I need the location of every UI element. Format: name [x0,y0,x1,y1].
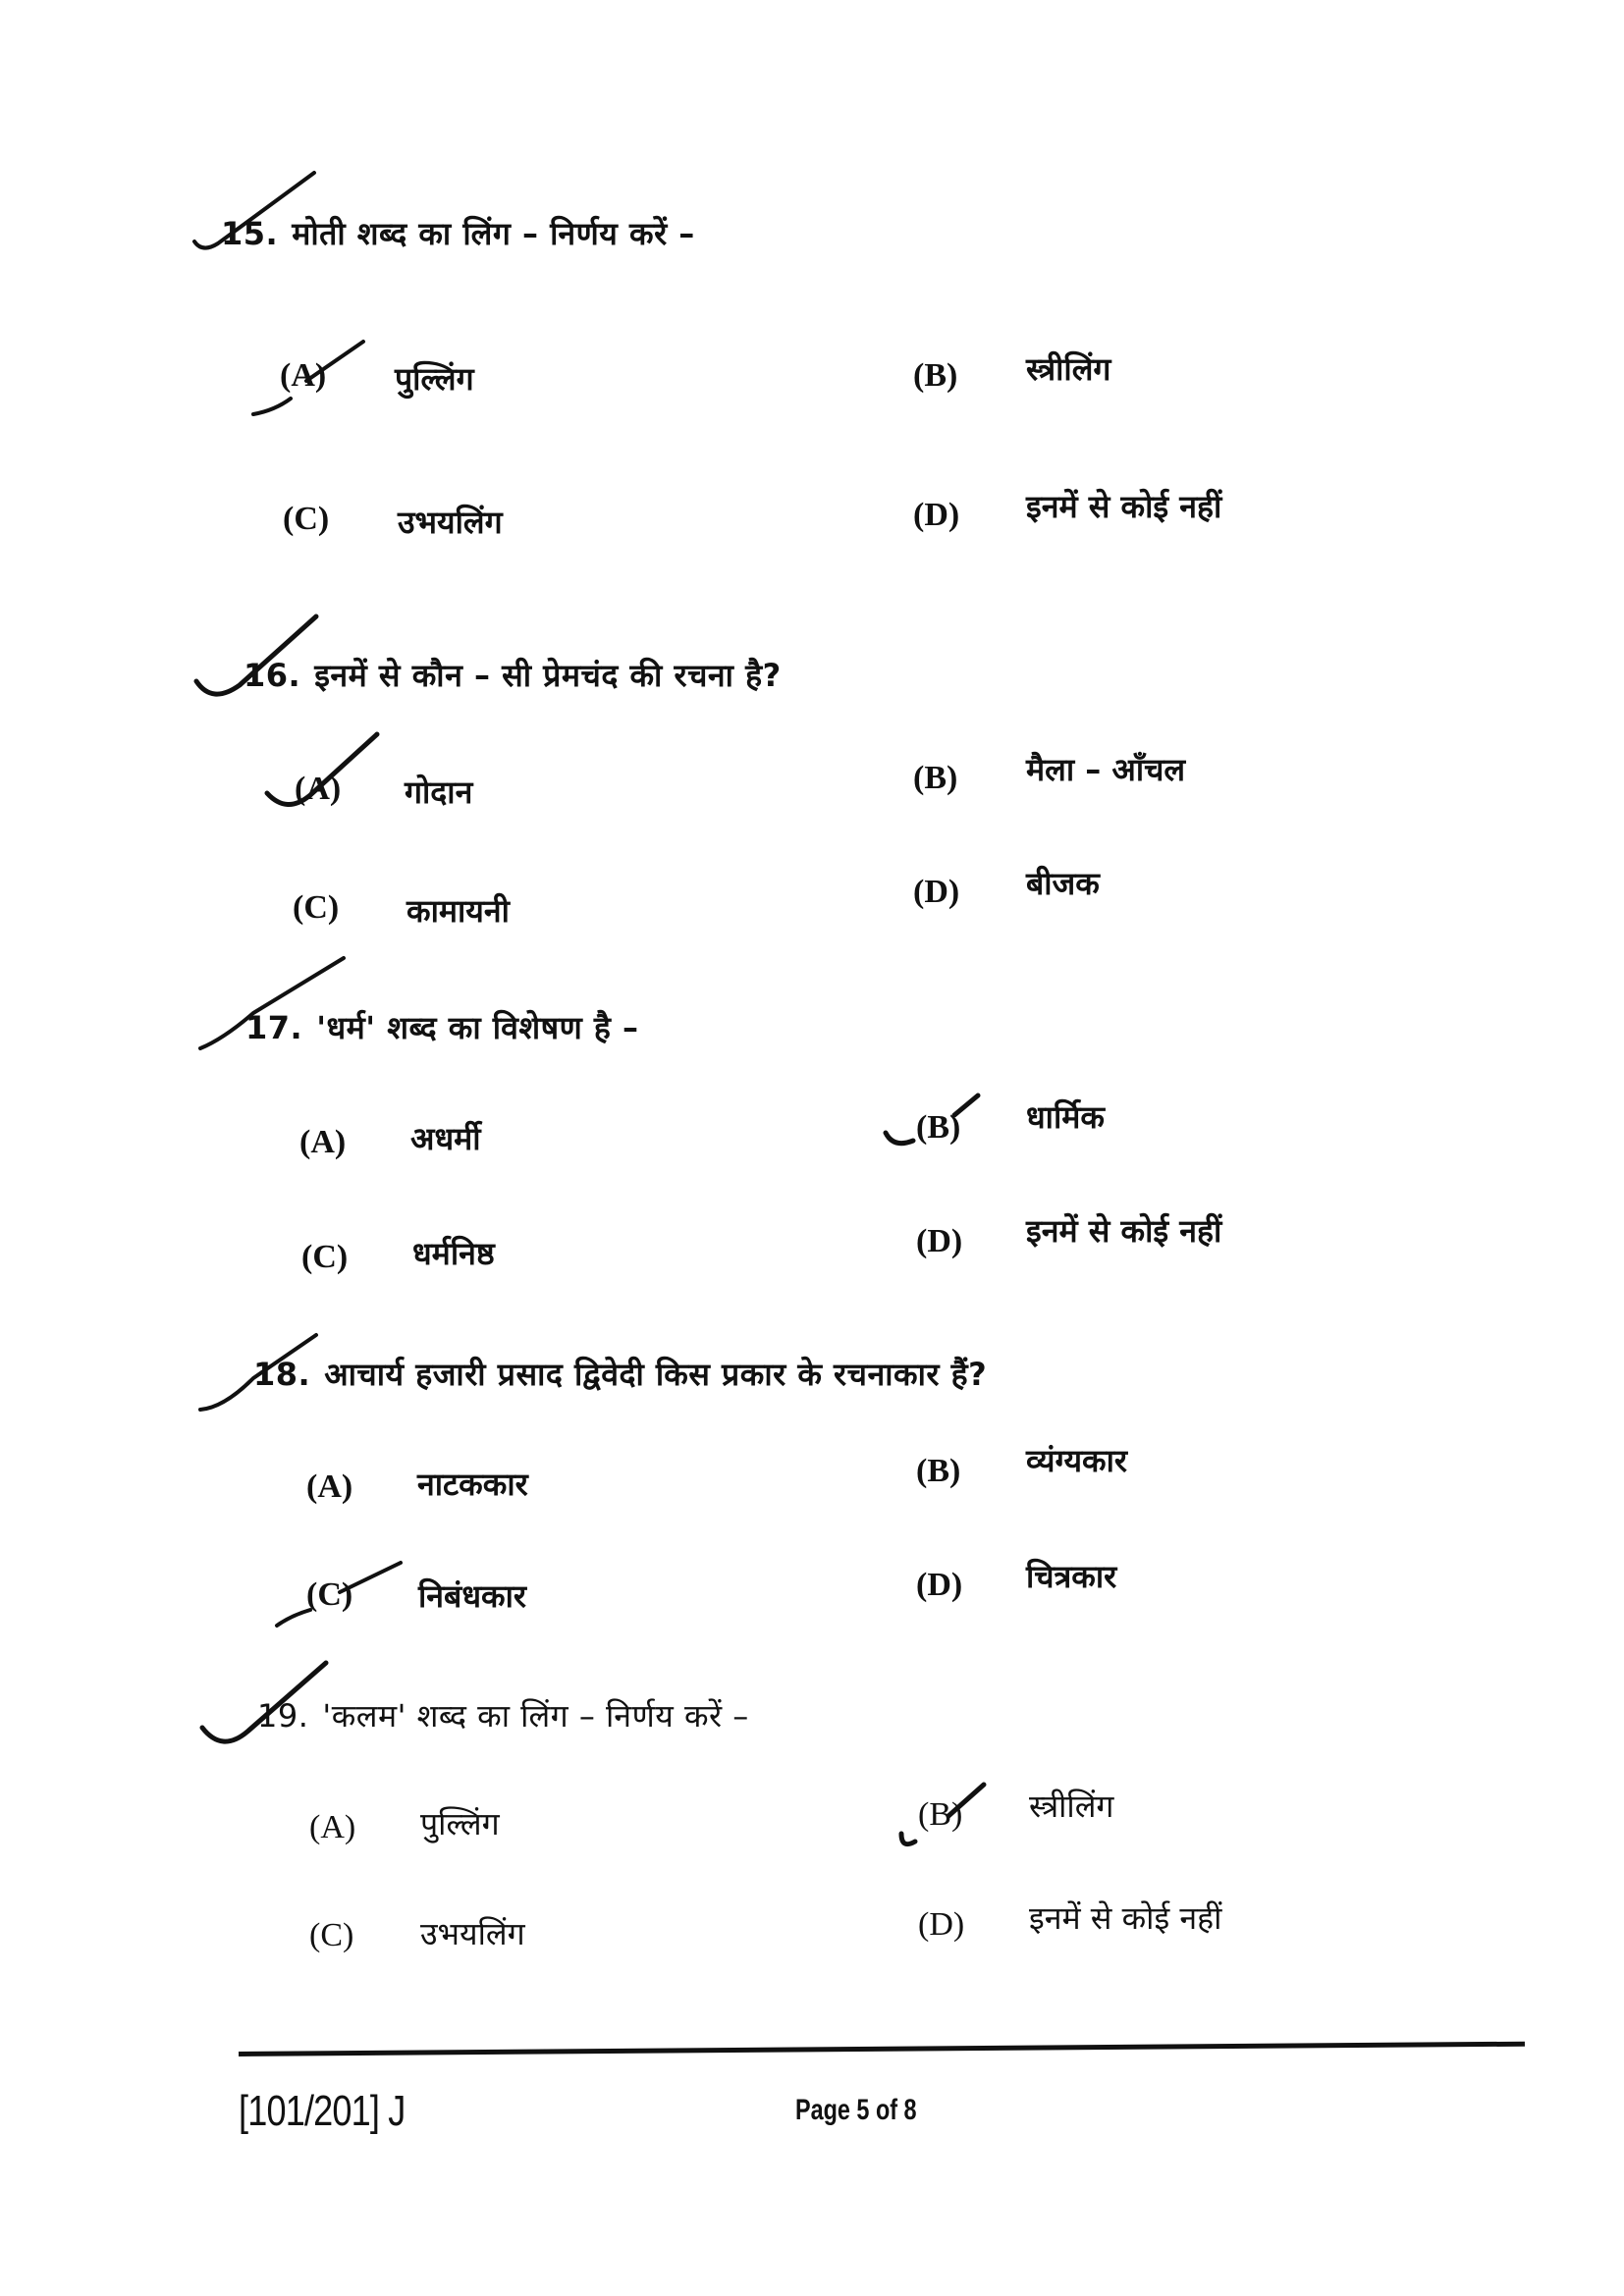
option-d-text: इनमें से कोई नहीं [1026,1212,1222,1250]
option-c-text: उभयलिंग [398,504,503,541]
paper-code: [101/201] J [239,2087,406,2135]
page-number: Page 5 of 8 [795,2094,917,2126]
option-c-text: उभयलिंग [420,1915,525,1952]
option-c-label[interactable]: (C) [283,501,330,537]
option-d-label[interactable]: (D) [916,1223,963,1259]
option-a-text: पुल्लिंग [420,1805,500,1842]
option-d-text: इनमें से कोई नहीं [1026,488,1222,525]
option-c-label[interactable]: (C) [306,1576,353,1613]
option-a-text: नाटककार [417,1466,528,1503]
option-d-text: बीजक [1026,865,1100,902]
option-c-label[interactable]: (C) [301,1239,349,1275]
question-text: 16. इनमें से कौन – सी प्रेमचंद की रचना है? [244,657,782,694]
option-b-label[interactable]: (B) [916,1453,961,1489]
option-d-text: चित्रकार [1026,1558,1117,1595]
option-c-label[interactable]: (C) [309,1917,354,1953]
question-number: 17. [245,1009,303,1046]
option-c-text: कामायनी [406,892,510,930]
option-a-label[interactable]: (A) [295,771,342,807]
option-b-label[interactable]: (B) [918,1796,963,1833]
option-b-text: मैला – आँचल [1026,751,1186,788]
option-b-label[interactable]: (B) [916,1109,961,1146]
footer-divider [239,2042,1525,2056]
option-a-label[interactable]: (A) [299,1124,347,1160]
question-number: 18. [253,1356,311,1393]
question-number: 15. [221,215,279,252]
question-number: 19. [257,1697,309,1735]
option-b-label[interactable]: (B) [913,357,958,394]
question-number: 16. [244,657,301,694]
option-d-text: इनमें से कोई नहीं [1029,1899,1222,1937]
option-c-text: निबंधकार [418,1577,526,1615]
option-d-label[interactable]: (D) [916,1567,963,1603]
option-d-label[interactable]: (D) [913,497,960,533]
option-c-text: धर्मनिष्ठ [412,1235,495,1272]
option-a-label[interactable]: (A) [309,1809,356,1845]
option-a-text: अधर्मी [410,1120,481,1157]
question-text: 15. मोती शब्द का लिंग – निर्णय करें – [221,215,695,252]
option-b-text: धार्मिक [1026,1098,1105,1136]
question-text: 18. आचार्य हजारी प्रसाद द्विवेदी किस प्रकार के रचनाकार हैं? [253,1356,988,1393]
option-a-label[interactable]: (A) [306,1468,353,1505]
option-d-label[interactable]: (D) [918,1906,965,1943]
option-a-text: गोदान [405,774,473,811]
question-text: 17. 'धर्म' शब्द का विशेषण है – [245,1009,639,1046]
option-d-label[interactable]: (D) [913,874,960,910]
option-c-label[interactable]: (C) [293,889,340,926]
option-a-label[interactable]: (A) [280,357,327,394]
option-a-text: पुल्लिंग [395,360,474,398]
option-b-label[interactable]: (B) [913,760,958,796]
question-text: 19. 'कलम' शब्द का लिंग – निर्णय करें – [257,1697,749,1735]
option-b-text: स्त्रीलिंग [1029,1788,1114,1825]
option-b-text: स्त्रीलिंग [1026,350,1111,388]
option-b-text: व्यंग्यकार [1026,1442,1128,1479]
